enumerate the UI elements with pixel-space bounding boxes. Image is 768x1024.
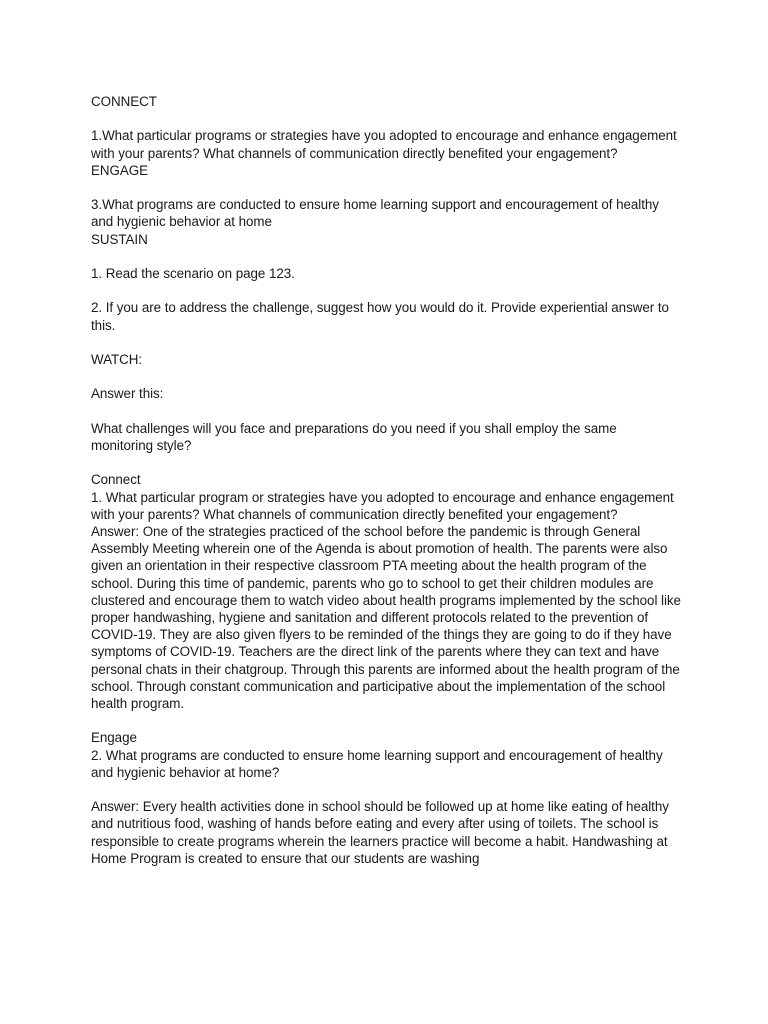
heading-connect: CONNECT	[91, 94, 157, 109]
blank-line	[91, 282, 681, 299]
connect-question: 1. What particular program or strategies have you adopted to encourage and enhance engagement with your parents? What channels of communication directly benefited your engagement?	[91, 489, 674, 522]
blank-line	[91, 368, 681, 385]
section-connect-title: Connect	[91, 472, 141, 488]
heading-watch: WATCH:	[91, 351, 143, 367]
document-body	[91, 93, 681, 867]
blank-line	[91, 248, 681, 265]
question-1: 1.What particular programs or strategies have you adopted to encourage and enhance engagement with your parents? What channels of communication directly benefited your engagement?	[91, 128, 677, 161]
watch-question: What challenges will you face and preparations do you need if you shall employ the same monitoring style?	[91, 420, 617, 453]
blank-line	[91, 781, 681, 798]
section-engage-title: Engage	[91, 730, 137, 746]
question-3: 3.What programs are conducted to ensure home learning support and encouragement of healthy and hygienic behavior at home	[91, 197, 659, 230]
blank-line	[91, 403, 681, 420]
blank-line	[91, 454, 681, 471]
engage-question: 2. What programs are conducted to ensure home learning support and encouragement of healthy and hygienic behavior at home?	[91, 747, 663, 780]
answer-this-label: Answer this:	[91, 386, 164, 402]
blank-line	[91, 110, 681, 127]
blank-line	[91, 179, 681, 196]
sustain-item-1: 1. Read the scenario on page 123.	[91, 265, 295, 281]
connect-answer: Answer: One of the strategies practiced of the school before the pandemic is through General Assembly Meeting wherein one of the Agenda is about promotion of health. The parents were also given an orientation in their respective classroom PTA meeting about the health program of the school. During this time of pandemic, parents who go to school to get their children modules are clustered and encourage them to watch video about health programs implemented by the school like proper handwashing, hygiene and sanitation and different protocols related to the prevention of COVID-19. They are also given flyers to be reminded of the things they are going to do if they have symptoms of COVID-19. Teachers are the direct link of the parents where they can text and have personal chats in their chatgroup. Through this parents are informed about the health program of the school. Through constant communication and participative about the implementation of the school health program.	[91, 523, 681, 711]
blank-line	[91, 712, 681, 729]
heading-engage: ENGAGE	[91, 162, 148, 178]
heading-sustain: SUSTAIN	[91, 231, 148, 247]
sustain-item-2: 2. If you are to address the challenge, suggest how you would do it. Provide experiential answer to this.	[91, 300, 669, 333]
blank-line	[91, 334, 681, 351]
engage-answer: Answer: Every health activities done in school should be followed up at home like eating of healthy and nutritious food, washing of hands before eating and every after using of toilets. The school is responsible to create programs wherein the learners practice will become a habit. Handwashing at Home Program is created to ensure that our students are washing	[91, 799, 669, 866]
